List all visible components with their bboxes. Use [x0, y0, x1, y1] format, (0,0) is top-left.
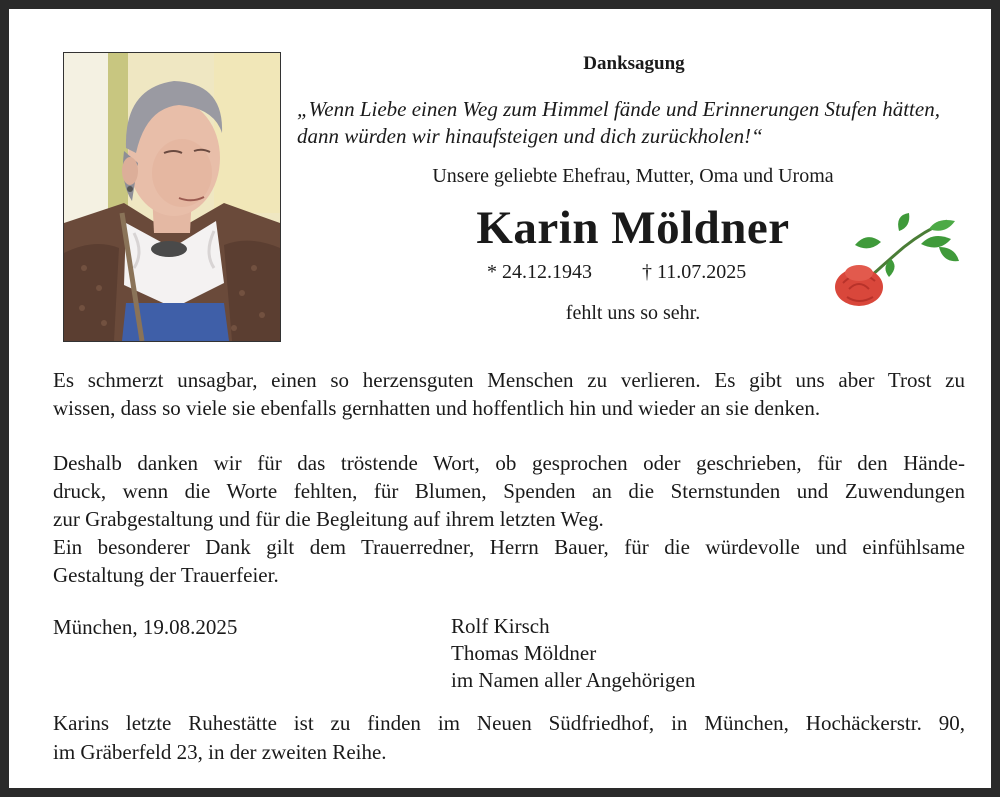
quote-line: „Wenn Liebe einen Weg zum Himmel fände und Erinnerungen Stufen hätten, [297, 97, 940, 121]
deceased-name: Karin Möldner [476, 202, 790, 254]
paragraph-line: zur Grabgestaltung und für die Begleitung auf ihrem letzten Weg. [53, 507, 604, 531]
quote [297, 96, 967, 150]
birth-date: * 24.12.1943 [487, 261, 592, 283]
heading: Danksagung [583, 53, 685, 74]
signers [451, 613, 695, 694]
paragraph-condolence [53, 366, 965, 422]
paragraph-line: Karins letzte Ruhestätte ist zu finden im Neuen Südfriedhof, in München, Hochäckerstr. 90, [53, 711, 965, 735]
signer-note: im Namen aller Angehörigen [451, 668, 696, 692]
paragraph-line: im Gräberfeld 23, in der zweiten Reihe. [53, 740, 387, 764]
quote-line: dann würden wir hinaufsteigen und dich zurückholen!“ [297, 124, 763, 148]
rose-icon [829, 209, 964, 309]
paragraph-line: Ein besonderer Dank gilt dem Trauerredner, Herrn Bauer, für die würdevolle und einfühlsame [53, 535, 965, 559]
signer-name: Rolf Kirsch [451, 614, 550, 638]
portrait-photo [63, 52, 281, 342]
paragraph-thanks [53, 449, 965, 533]
paragraph-line: Deshalb danken wir für das tröstende Wort, ob gesprochen oder geschrieben, für den Hände- [53, 451, 965, 475]
missed-line: fehlt uns so sehr. [565, 302, 701, 324]
signer-name: Thomas Möldner [451, 641, 597, 665]
resting-place [53, 709, 965, 767]
paragraph-line: druck, wenn die Worte fehlten, für Blumen, Spenden an die Sternstunden und Zuwendungen [53, 479, 965, 503]
intro-line: Unsere geliebte Ehefrau, Mutter, Oma und Uroma [432, 165, 834, 187]
paragraph-line: Es schmerzt unsagbar, einen so herzensguten Menschen zu verlieren. Es gibt uns aber Trost zu [53, 368, 965, 392]
paragraph-line: Gestaltung der Trauerfeier. [53, 563, 279, 587]
death-date: † 11.07.2025 [642, 261, 747, 283]
place-date: München, 19.08.2025 [53, 615, 238, 639]
paragraph-special-thanks [53, 533, 965, 589]
paragraph-line: wissen, dass so viele sie ebenfalls gernhatten und hoffentlich hin und wieder an sie denken. [53, 396, 821, 420]
